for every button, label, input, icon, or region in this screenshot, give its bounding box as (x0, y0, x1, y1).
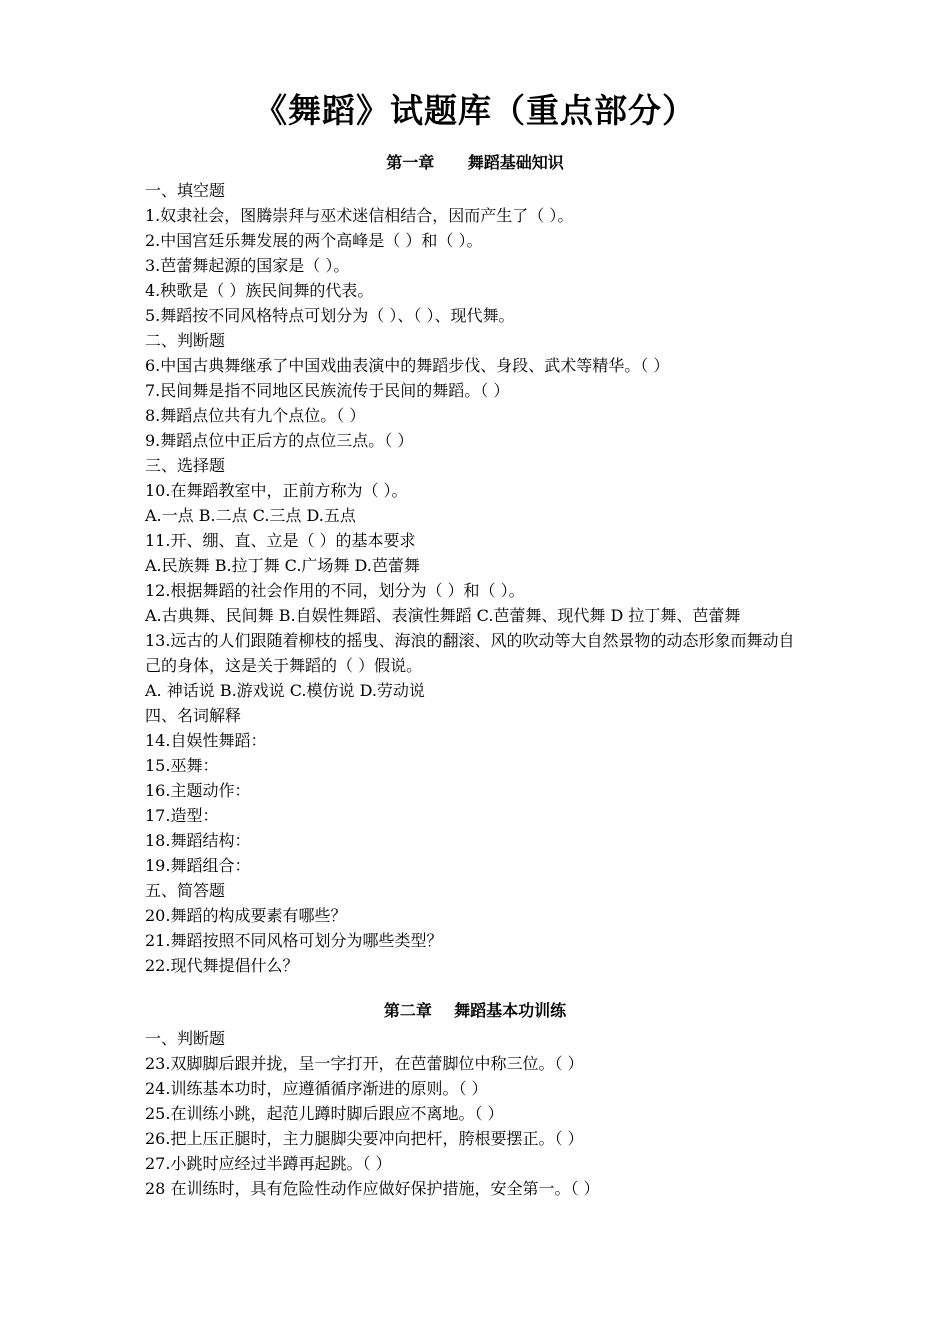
question-11: 11.开、绷、直、立是（ ）的基本要求 (145, 531, 416, 550)
question-12-options: A.古典舞、民间舞 B.自娱性舞蹈、表演性舞蹈 C.芭蕾舞、现代舞 D 拉丁舞、芭蕾舞 (145, 606, 741, 625)
question-6: 6.中国古典舞继承了中国戏曲表演中的舞蹈步伐、身段、武术等精华。（ ） (145, 356, 670, 375)
question-22: 22.现代舞提倡什么？ (145, 956, 299, 975)
question-15: 15.巫舞： (145, 756, 219, 775)
question-11-options: A.民族舞 B.拉丁舞 C.广场舞 D.芭蕾舞 (145, 556, 420, 575)
question-7: 7.民间舞是指不同地区民族流传于民间的舞蹈。（ ） (145, 381, 510, 400)
question-10: 10.在舞蹈教室中，正前方称为（ ）。 (145, 481, 408, 500)
question-14: 14.自娱性舞蹈： (145, 731, 267, 750)
question-16: 16.主题动作： (145, 781, 251, 800)
question-2: 2.中国宫廷乐舞发展的两个高峰是（ ）和（ ）。 (145, 231, 483, 250)
chapter-2-content (145, 1026, 810, 1201)
question-27: 27.小跳时应经过半蹲再起跳。（ ） (145, 1154, 392, 1173)
question-13-options: A. 神话说 B.游戏说 C.模仿说 D.劳动说 (145, 681, 425, 700)
question-5: 5.舞蹈按不同风格特点可划分为（ ）、（ ）、现代舞。 (145, 306, 515, 325)
question-10-options: A.一点 B.二点 C.三点 D.五点 (145, 506, 356, 525)
question-24: 24.训练基本功时，应遵循循序渐进的原则。（ ） (145, 1079, 488, 1098)
question-4: 4.秧歌是（ ）族民间舞的代表。 (145, 281, 374, 300)
question-26: 26.把上压正腿时，主力腿脚尖要冲向把杆，胯根要摆正。（ ） (145, 1129, 584, 1148)
question-8: 8.舞蹈点位共有九个点位。（ ） (145, 406, 366, 425)
question-1: 1.奴隶社会，图腾崇拜与巫术迷信相结合，因而产生了（ ）。 (145, 206, 574, 225)
question-28: 28 在训练时，具有危险性动作应做好保护措施，安全第一。（ ） (145, 1179, 600, 1198)
question-23: 23.双脚脚后跟并拢，呈一字打开，在芭蕾脚位中称三位。（ ） (145, 1054, 584, 1073)
chapter-1-content (145, 178, 810, 978)
section-heading-fill-blank: 一、填空题 (145, 181, 226, 200)
question-25: 25.在训练小跳，起范儿蹲时脚后跟应不离地。（ ） (145, 1104, 504, 1123)
chapter-2-heading: 第二章 舞蹈基本功训练 (383, 1001, 567, 1020)
section-heading-short-answer: 五、简答题 (145, 881, 226, 900)
question-12: 12.根据舞蹈的社会作用的不同，划分为（ ）和（ ）。 (145, 581, 525, 600)
question-13: 13.远古的人们跟随着柳枝的摇曳、海浪的翻滚、风的吹动等大自然景物的动态形象而舞动自己的身体，这是关于舞蹈的（ ）假说。 (145, 631, 795, 675)
chapter-1-section (0, 148, 950, 978)
question-9: 9.舞蹈点位中正后方的点位三点。（ ） (145, 431, 414, 450)
question-17: 17.造型： (145, 806, 219, 825)
question-21: 21.舞蹈按照不同风格可划分为哪些类型？ (145, 931, 443, 950)
chapter-2-section (0, 996, 950, 1201)
section-heading-true-false-2: 一、判断题 (145, 1029, 226, 1048)
question-3: 3.芭蕾舞起源的国家是（ ）。 (145, 256, 350, 275)
section-heading-true-false: 二、判断题 (145, 331, 226, 350)
question-19: 19.舞蹈组合： (145, 856, 251, 875)
question-20: 20.舞蹈的构成要素有哪些？ (145, 906, 347, 925)
question-18: 18.舞蹈结构： (145, 831, 251, 850)
section-heading-terms: 四、名词解释 (145, 706, 242, 725)
chapter-1-heading: 第一章 舞蹈基础知识 (386, 153, 564, 172)
page-title: 《舞蹈》试题库（重点部分） (254, 91, 696, 130)
section-heading-multiple-choice: 三、选择题 (145, 456, 226, 475)
